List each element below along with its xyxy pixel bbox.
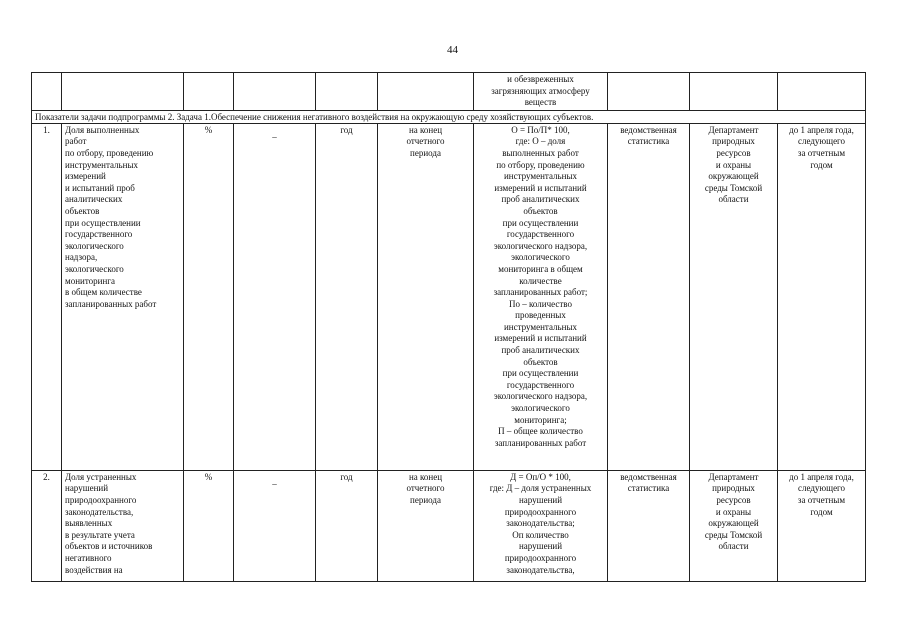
text-line: запланированных работ; xyxy=(493,287,588,298)
deadline-cell xyxy=(778,470,866,581)
text-line: следующего xyxy=(797,136,846,147)
text-line: выявленных xyxy=(65,518,113,529)
text-line: Д = Оп/О * 100, xyxy=(510,471,571,482)
text-line: природоохранного xyxy=(504,506,577,517)
text-line: при осуществлении xyxy=(502,368,579,379)
table-row xyxy=(32,470,866,581)
text-line: до 1 апреля года, xyxy=(789,471,854,482)
text-line: нарушений xyxy=(518,541,563,552)
timing-cell xyxy=(378,470,474,581)
text-line: годом xyxy=(810,506,833,517)
page-number: 44 xyxy=(447,44,458,56)
text-line: экологического надзора, xyxy=(493,240,588,251)
text-line: мониторинга в общем xyxy=(498,263,583,274)
text-line: воздействия на xyxy=(65,564,123,575)
text-line: объектов xyxy=(65,205,100,216)
row-number: 1. xyxy=(32,123,62,470)
responsible-cell xyxy=(690,123,778,470)
text-line: государственного xyxy=(506,229,575,240)
text-line: статистика xyxy=(627,483,670,494)
section-header: Показатели задачи подпрограммы 2. Задача 1.Обеспечение снижения негативного воздействия на окружающую среду хозяйствующих субъектов. xyxy=(32,110,866,123)
text-line: и охраны xyxy=(715,159,752,170)
value-cell: _ xyxy=(234,123,316,470)
text-line: инструментальных xyxy=(503,321,577,332)
table-row xyxy=(32,110,866,123)
text-line: природоохранного xyxy=(504,552,577,563)
text-line: за отчетным xyxy=(797,494,846,505)
text-line: объектов xyxy=(523,356,558,367)
table-row xyxy=(32,73,866,111)
text-line: проб аналитических xyxy=(501,345,580,356)
row-number: 2. xyxy=(32,470,62,581)
text-line: в результате учета xyxy=(65,529,135,540)
table-row xyxy=(32,123,866,470)
value-cell: _ xyxy=(234,470,316,581)
indicator-name xyxy=(62,470,184,581)
text-line: по отбору, проведению xyxy=(496,159,585,170)
text-line: ресурсов xyxy=(716,494,751,505)
text-line: области xyxy=(718,541,749,552)
text-line: среды Томской xyxy=(704,182,763,193)
text-line: и обезвреженных xyxy=(507,74,574,84)
text-line: проб аналитических xyxy=(501,194,580,205)
text-line: мониторинга; xyxy=(514,414,567,425)
text-line: в общем количестве xyxy=(65,287,142,298)
text-line: запланированных работ xyxy=(65,298,157,309)
text-line: ведомственная xyxy=(620,471,677,482)
text-line: экологического xyxy=(511,252,570,263)
text-line: По – количество xyxy=(509,298,572,309)
text-line: области xyxy=(718,194,749,205)
text-line: измерений xyxy=(65,171,106,182)
responsible-cell xyxy=(690,470,778,581)
text-line: негативного xyxy=(65,552,112,563)
text-line: и охраны xyxy=(715,506,752,517)
text-line: измерений и испытаний xyxy=(494,182,587,193)
text-line: ресурсов xyxy=(716,147,751,158)
text-line: государственного xyxy=(65,229,133,240)
text-line: мониторинга xyxy=(65,275,115,286)
text-line: аналитических xyxy=(65,194,123,205)
source-cell xyxy=(608,123,690,470)
source-cell xyxy=(608,470,690,581)
period-cell: год xyxy=(316,123,378,470)
deadline-cell xyxy=(778,123,866,470)
text-line: по отбору, проведению xyxy=(65,147,154,158)
text-line: объектов xyxy=(523,205,558,216)
text-line: измерений и испытаний xyxy=(494,333,587,344)
text-line: при осуществлении xyxy=(65,217,141,228)
text-line: экологического xyxy=(65,240,124,251)
text-line: периода xyxy=(410,494,441,505)
text-line: на конец xyxy=(408,471,443,482)
text-line: окружающей xyxy=(708,171,759,182)
formula-cell xyxy=(474,470,608,581)
text-line: следующего xyxy=(797,483,846,494)
text-line: нарушений xyxy=(65,483,109,494)
text-line: среды Томской xyxy=(704,529,763,540)
text-line: законодательства, xyxy=(506,564,575,575)
text-line: Доля выполненных xyxy=(65,124,140,135)
text-line: природных xyxy=(712,136,755,147)
text-line: Департамент xyxy=(708,471,759,482)
text-line: за отчетным xyxy=(797,147,846,158)
text-line: отчетного xyxy=(406,483,445,494)
text-line: П – общее количество xyxy=(498,426,583,437)
text-line: отчетного xyxy=(406,136,445,147)
text-line: О = По/П* 100, xyxy=(511,124,570,135)
text-line: законодательства; xyxy=(506,518,575,529)
timing-cell xyxy=(378,123,474,470)
text-line: и испытаний проб xyxy=(65,182,135,193)
text-line: статистика xyxy=(627,136,670,147)
text-line: загрязняющих атмосферу xyxy=(491,85,590,96)
formula-cell xyxy=(474,123,608,470)
text-line: надзора, xyxy=(65,252,98,263)
indicators-table xyxy=(31,72,866,582)
text-line: природоохранного xyxy=(65,494,137,505)
text-line: окружающей xyxy=(708,518,759,529)
text-line: законодательства, xyxy=(65,506,134,517)
period-cell: год xyxy=(316,470,378,581)
text-line: годом xyxy=(810,159,833,170)
text-line: количестве xyxy=(519,275,562,286)
text-line: где: О – доля xyxy=(515,136,566,147)
formula-cell xyxy=(474,73,608,111)
text-line: до 1 апреля года, xyxy=(789,124,854,135)
text-line: Оп количество xyxy=(512,529,569,540)
text-line: нарушений xyxy=(518,494,563,505)
text-line: где: Д – доля устраненных xyxy=(489,483,592,494)
indicator-name xyxy=(62,123,184,470)
unit-cell: % xyxy=(184,470,234,581)
unit-cell: % xyxy=(184,123,234,470)
text-line: экологического xyxy=(511,403,570,414)
text-line: запланированных работ xyxy=(494,437,587,448)
text-line: ведомственная xyxy=(620,124,677,135)
text-line: объектов и источников xyxy=(65,541,153,552)
text-line: выполненных работ xyxy=(502,147,579,158)
text-line: при осуществлении xyxy=(502,217,579,228)
text-line: Доля устраненных xyxy=(65,471,137,482)
text-line: периода xyxy=(410,147,441,158)
text-line: работ xyxy=(65,136,87,147)
text-line: проведенных xyxy=(515,310,566,321)
text-line: экологического xyxy=(65,263,124,274)
text-line: государственного xyxy=(506,379,575,390)
text-line: веществ xyxy=(524,97,557,108)
text-line: инструментальных xyxy=(503,171,577,182)
text-line: на конец xyxy=(408,124,443,135)
text-line: инструментальных xyxy=(65,159,139,170)
text-line: экологического надзора, xyxy=(493,391,588,402)
text-line: природных xyxy=(712,483,755,494)
text-line: Департамент xyxy=(708,124,759,135)
